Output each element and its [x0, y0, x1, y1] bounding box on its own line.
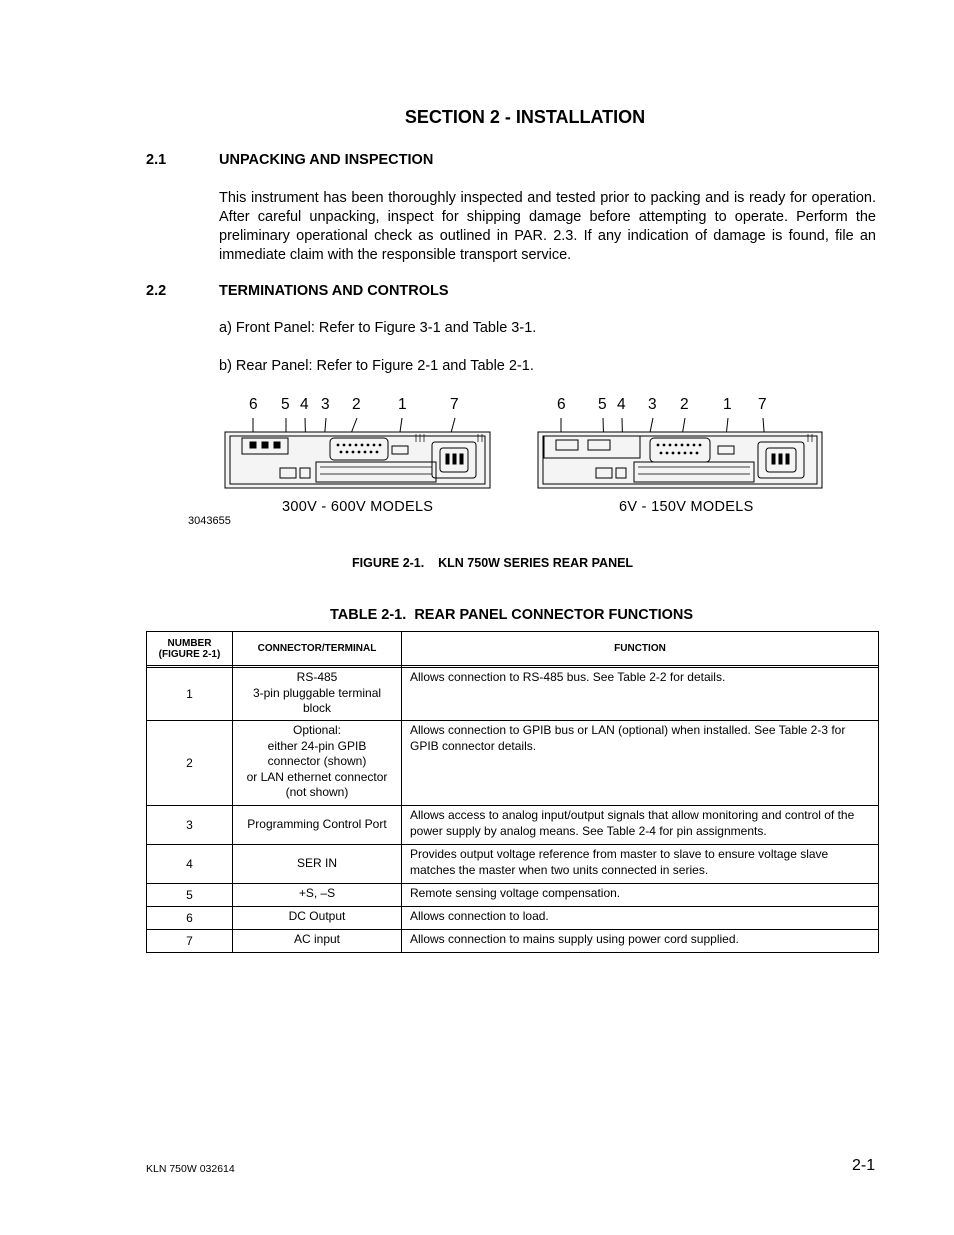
page-number: 2-1: [852, 1157, 876, 1174]
table-row: [147, 668, 879, 721]
row-number: 7: [147, 930, 233, 953]
callout-2-left: 2: [352, 396, 361, 413]
rear-panel-300v-600v: [225, 418, 490, 488]
table-title: TABLE 2-1. REAR PANEL CONNECTOR FUNCTIONS: [330, 607, 694, 623]
section-2-2-number: 2.2: [146, 283, 167, 299]
row-connector: Programming Control Port: [233, 806, 402, 845]
row-connector: DC Output: [233, 907, 402, 930]
header-number: NUMBER (FIGURE 2-1): [147, 632, 233, 666]
callout-2-right: 2: [680, 396, 689, 413]
row-function: Allows connection to load.: [402, 907, 879, 930]
row-function: Allows access to analog input/output signals that allow monitoring and control of the power supply by analog means. See Table 2-4 for pin assignments.: [402, 806, 879, 845]
row-connector: RS-485 3-pin pluggable terminal block: [233, 668, 402, 721]
row-connector: SER IN: [233, 845, 402, 884]
section-2-1-title: UNPACKING AND INSPECTION: [219, 152, 434, 168]
section-2-1-number: 2.1: [146, 152, 167, 168]
table-row: [147, 845, 879, 884]
row-function: Remote sensing voltage compensation.: [402, 884, 879, 907]
table-row: [147, 930, 879, 953]
rear-panel-6v-150v: [538, 418, 822, 488]
row-number: 2: [147, 721, 233, 806]
row-function: Provides output voltage reference from master to slave to ensure voltage slave matches the master when two units connected in series.: [402, 845, 879, 884]
row-function: Allows connection to mains supply using power cord supplied.: [402, 930, 879, 953]
figure-caption: FIGURE 2-1. KLN 750W SERIES REAR PANEL: [352, 556, 634, 570]
table-row: [147, 806, 879, 845]
row-function: Allows connection to GPIB bus or LAN (optional) when installed. See Table 2-3 for GPIB connector details.: [402, 721, 879, 806]
callout-3-right: 3: [648, 396, 657, 413]
row-number: 1: [147, 668, 233, 721]
row-number: 5: [147, 884, 233, 907]
left-model-label: 300V - 600V MODELS: [282, 499, 434, 515]
callout-1-left: 1: [398, 396, 407, 413]
callout-7-right: 7: [758, 396, 767, 413]
callout-5-left: 5: [281, 396, 290, 413]
row-connector: +S, –S: [233, 884, 402, 907]
figure-id: 3043655: [188, 515, 231, 527]
callout-7-left: 7: [450, 396, 459, 413]
table-row: [147, 721, 879, 806]
callout-5-right: 5: [598, 396, 607, 413]
callout-1-right: 1: [723, 396, 732, 413]
rear-panel-drawings: [220, 412, 840, 492]
right-model-label: 6V - 150V MODELS: [619, 499, 754, 515]
callout-3-left: 3: [321, 396, 330, 413]
callout-6-left: 6: [249, 396, 258, 413]
section-title: SECTION 2 - INSTALLATION: [404, 107, 646, 127]
header-connector: CONNECTOR/TERMINAL: [233, 632, 402, 666]
callout-4-left: 4: [300, 396, 309, 413]
callout-4-right: 4: [617, 396, 626, 413]
table-header-row: [147, 632, 879, 666]
front-panel-reference: a) Front Panel: Refer to Figure 3-1 and Table 3-1.: [219, 320, 537, 336]
row-number: 3: [147, 806, 233, 845]
connector-table: [146, 631, 879, 953]
row-number: 4: [147, 845, 233, 884]
table-row: [147, 884, 879, 907]
section-2-2-title: TERMINATIONS AND CONTROLS: [219, 283, 449, 299]
footer-document-id: KLN 750W 032614: [146, 1163, 235, 1175]
rear-panel-reference: b) Rear Panel: Refer to Figure 2-1 and Table 2-1.: [219, 358, 534, 374]
table-row: [147, 907, 879, 930]
unpacking-paragraph: This instrument has been thoroughly inspected and tested prior to packing and is ready for operation. After careful unpacking, inspect for shipping damage before attempting to operate. Perform the preliminary operational check as outlined in PAR. 2.3. If any indication of damage is found, file an immediate claim with the responsible transport service.: [219, 190, 876, 263]
row-connector: AC input: [233, 930, 402, 953]
row-connector: Optional: either 24-pin GPIB connector (shown) or LAN ethernet connector (not shown): [233, 721, 402, 806]
row-function: Allows connection to RS-485 bus. See Table 2-2 for details.: [402, 668, 879, 721]
header-function: FUNCTION: [402, 632, 879, 666]
callout-6-right: 6: [557, 396, 566, 413]
row-number: 6: [147, 907, 233, 930]
